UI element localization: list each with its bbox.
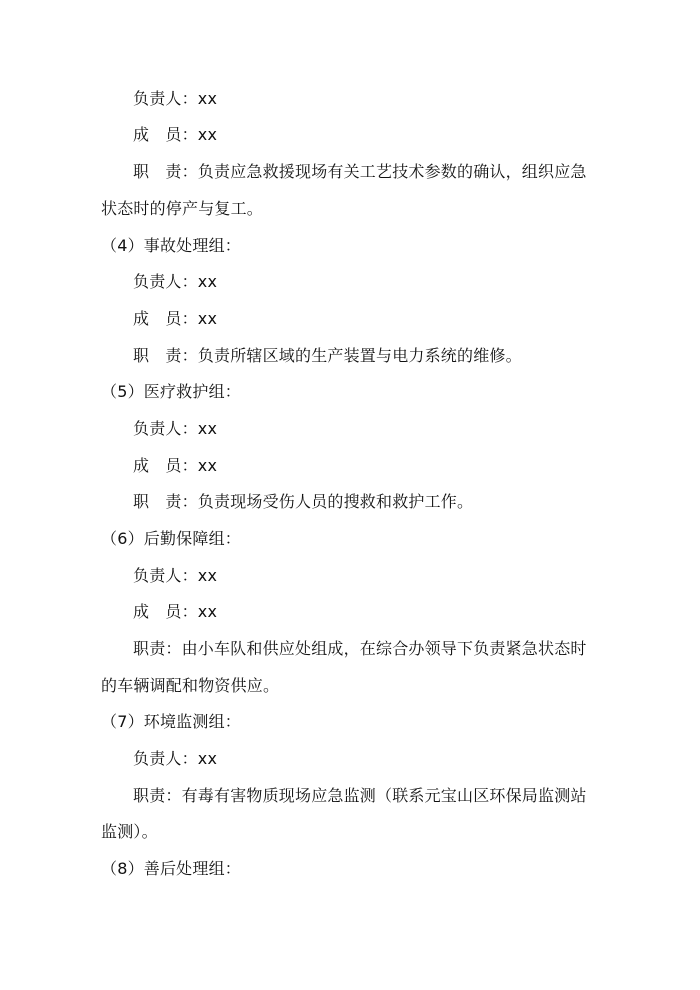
text-line: 职责：由小车队和供应处组成，在综合办领导下负责紧急状态时	[133, 639, 587, 658]
text-line: 负责人：xx	[133, 419, 218, 438]
text-line: 成 员：xx	[133, 456, 218, 475]
text-line: 负责人：xx	[133, 566, 218, 585]
section-heading: （8）善后处理组：	[101, 859, 241, 878]
section-heading: （6）后勤保障组：	[101, 529, 241, 548]
text-line: 职 责：负责应急救援现场有关工艺技术参数的确认，组织应急	[133, 162, 587, 181]
section-heading: （5）医疗救护组：	[101, 382, 241, 401]
section-heading: （4）事故处理组：	[101, 236, 241, 255]
text-line: 负责人：xx	[133, 89, 218, 108]
text-line: 负责人：xx	[133, 749, 218, 768]
text-line: 职 责：负责所辖区域的生产装置与电力系统的维修。	[133, 346, 522, 365]
text-line: 职 责：负责现场受伤人员的搜救和救护工作。	[133, 492, 474, 511]
text-line: 负责人：xx	[133, 272, 218, 291]
text-line: 监测）。	[101, 822, 158, 841]
text-line: 成 员：xx	[133, 125, 218, 144]
text-line: 的车辆调配和物资供应。	[101, 676, 280, 695]
text-line: 职责：有毒有害物质现场应急监测（联系元宝山区环保局监测站	[133, 786, 587, 805]
text-line: 状态时的停产与复工。	[101, 199, 264, 218]
section-heading: （7）环境监测组：	[101, 712, 241, 731]
text-line: 成 员：xx	[133, 309, 218, 328]
text-line: 成 员：xx	[133, 602, 218, 621]
